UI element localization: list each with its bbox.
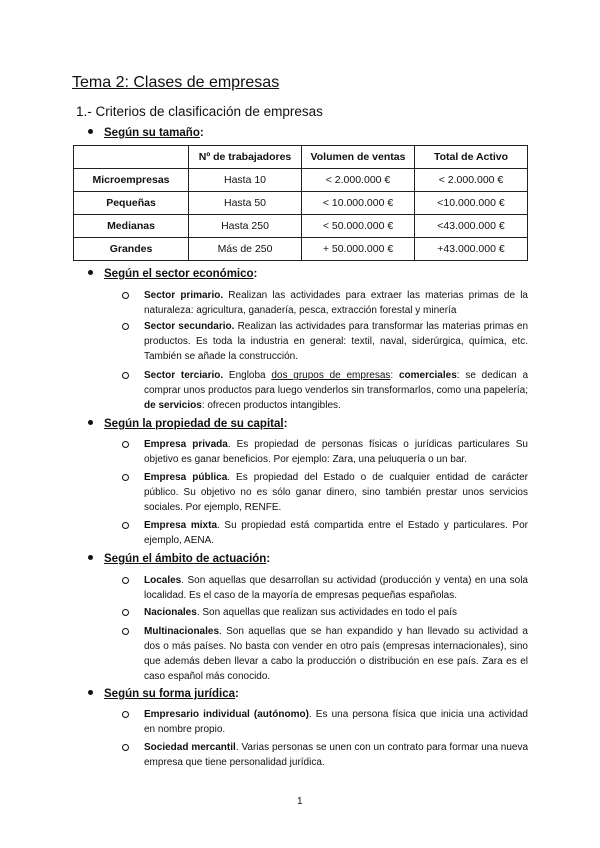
list-item: Empresa privada. Es propiedad de personas físicas o jurídicas particulares Su objetivo es ganar beneficios. Por ejemplo: Zara, una peluquería o un bar.	[144, 437, 528, 467]
size-table	[73, 145, 528, 261]
list-item: Empresa mixta. Su propiedad está compartida entre el Estado y particulares. Por ejemplo, AENA.	[144, 518, 528, 548]
list-item: Empresa pública. Es propiedad del Estado o de cualquier entidad de carácter público. Su objetivo no es sólo ganar dinero, sino también prestar unos servicios sociales. Por ejemplo, RENFE.	[144, 470, 528, 515]
circle-bullet-icon	[122, 292, 129, 299]
circle-bullet-icon	[122, 372, 129, 379]
table-header-row	[74, 146, 528, 169]
table-cell: <10.000.000 €	[415, 192, 528, 215]
circle-bullet-icon	[122, 474, 129, 481]
table-cell: Hasta 250	[189, 215, 302, 238]
table-header-cell	[74, 146, 189, 169]
list-item: Multinacionales. Son aquellas que se han expandido y han llevado su actividad a dos o más países. No basta con vender en otro país (empresas internacionales), sino que además deben llevar a cabo la producción o distribución en ese país. Zara es el caso español más conocido.	[144, 624, 528, 684]
table-row	[74, 215, 528, 238]
list-item: Sector terciario. Engloba dos grupos de empresas: comerciales: se dedican a comprar unos productos para luego venderlos sin transformarlos, como una papelería; de servicios: ofrecen productos intangibles.	[144, 368, 528, 413]
table-cell: Medianas	[74, 215, 189, 238]
table-header-cell: Total de Activo	[415, 146, 528, 169]
bullet-icon	[88, 555, 93, 560]
table-cell: < 2.000.000 €	[415, 169, 528, 192]
table-row	[74, 238, 528, 261]
circle-bullet-icon	[122, 628, 129, 635]
bullet-icon	[88, 129, 93, 134]
table-row	[74, 169, 528, 192]
table-cell: < 10.000.000 €	[302, 192, 415, 215]
circle-bullet-icon	[122, 577, 129, 584]
section-heading: 1.- Criterios de clasificación de empresas	[76, 104, 323, 119]
circle-bullet-icon	[122, 609, 129, 616]
list-item: Sector secundario. Realizan las actividades para transformar las materias primas en productos. Es toda la industria en general: textil, naval, siderúrgica, química, etc. También se añade la construcción.	[144, 319, 528, 364]
list-item: Sector primario. Realizan las actividades para extraer las materias primas de la naturaleza: agricultura, ganadería, pesca, extracción forestal y minería	[144, 288, 528, 318]
list-item: Sociedad mercantil. Varias personas se unen con un contrato para formar una nueva empresa que tiene personalidad jurídica.	[144, 740, 528, 770]
table-row	[74, 192, 528, 215]
capital-heading: Según la propiedad de su capital:	[88, 418, 287, 430]
table-cell: < 2.000.000 €	[302, 169, 415, 192]
table-cell: +43.000.000 €	[415, 238, 528, 261]
table-cell: Más de 250	[189, 238, 302, 261]
page-number: 1	[297, 796, 303, 807]
list-item: Empresario individual (autónomo). Es una persona física que inicia una actividad en nombre propio.	[144, 707, 528, 737]
table-cell: < 50.000.000 €	[302, 215, 415, 238]
juridica-heading: Según su forma jurídica:	[88, 688, 239, 700]
bullet-icon	[88, 690, 93, 695]
circle-bullet-icon	[122, 441, 129, 448]
table-header-cell: Nº de trabajadores	[189, 146, 302, 169]
ambito-heading: Según el ámbito de actuación:	[88, 553, 270, 565]
table-cell: Microempresas	[74, 169, 189, 192]
size-heading: Según su tamaño:	[88, 127, 204, 139]
circle-bullet-icon	[122, 744, 129, 751]
circle-bullet-icon	[122, 711, 129, 718]
sector-heading: Según el sector económico:	[88, 268, 257, 280]
circle-bullet-icon	[122, 323, 129, 330]
list-item: Locales. Son aquellas que desarrollan su actividad (producción y venta) en una sola localidad. Es el caso de la mayoría de empresas pequeñas españolas.	[144, 573, 528, 603]
table-cell: + 50.000.000 €	[302, 238, 415, 261]
bullet-icon	[88, 270, 93, 275]
document-title: Tema 2: Clases de empresas	[72, 74, 280, 91]
table-cell: Grandes	[74, 238, 189, 261]
table-cell: Hasta 50	[189, 192, 302, 215]
table-cell: Pequeñas	[74, 192, 189, 215]
bullet-icon	[88, 420, 93, 425]
table-cell: Hasta 10	[189, 169, 302, 192]
table-header-cell: Volumen de ventas	[302, 146, 415, 169]
list-item: Nacionales. Son aquellas que realizan sus actividades en todo el país	[144, 605, 528, 620]
table-cell: <43.000.000 €	[415, 215, 528, 238]
circle-bullet-icon	[122, 522, 129, 529]
